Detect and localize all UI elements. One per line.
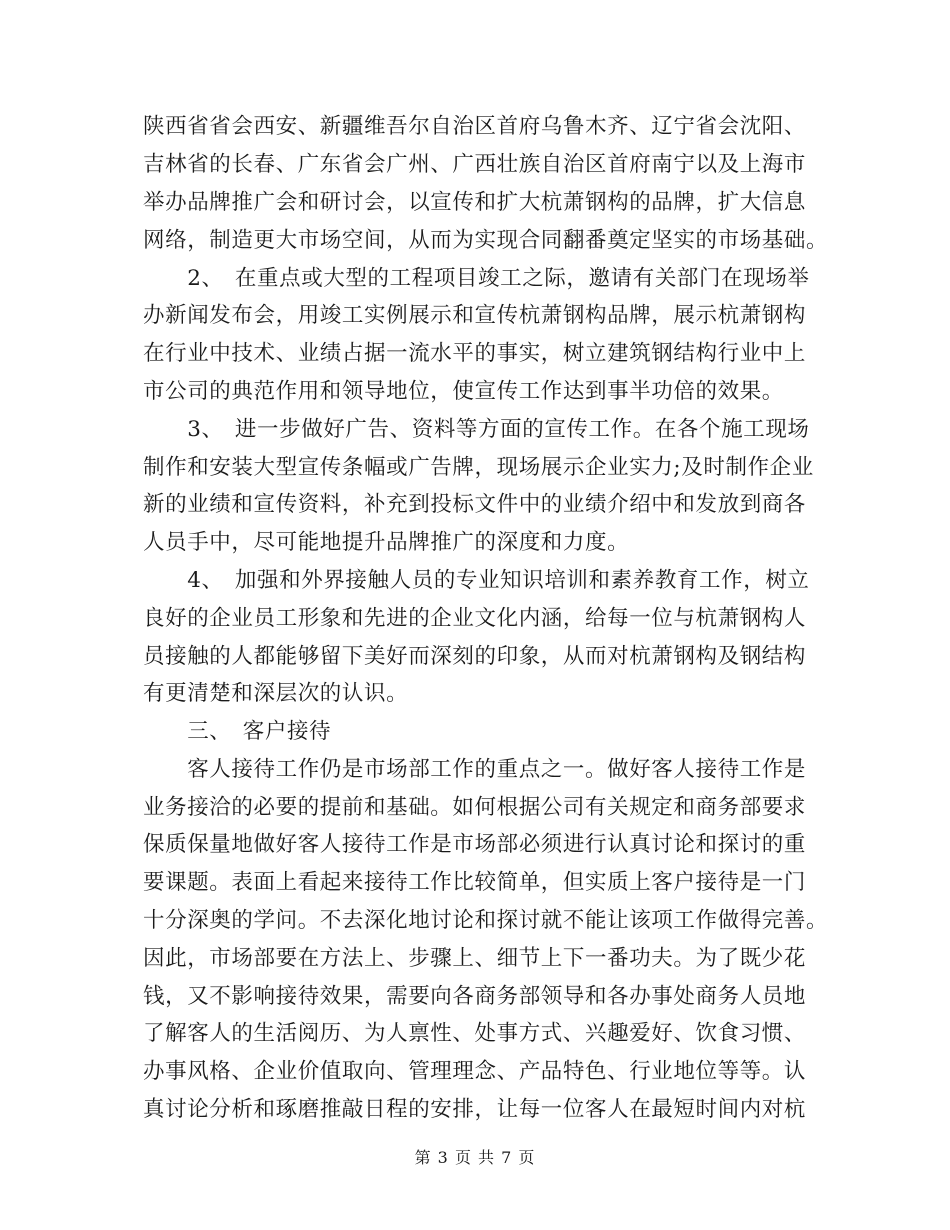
text-line: 保质保量地做好客人接待工作是市场部必须进行认真讨论和探讨的重	[143, 832, 807, 857]
text-line: 陕西省省会西安、新疆维吾尔自治区首府乌鲁木齐、辽宁省会沈阳、	[143, 114, 807, 139]
section-heading: 三、 客户接待	[143, 719, 332, 744]
text-line: 举办品牌推广会和研讨会，以宣传和扩大杭萧钢构的品牌，扩大信息	[143, 190, 807, 215]
text-line: 网络，制造更大市场空间，从而为实现合同翻番奠定坚实的市场基础。	[143, 228, 829, 253]
text-line: 在行业中技术、业绩占据一流水平的事实，树立建筑钢结构行业中上	[143, 341, 807, 366]
text-line: 钱，又不影响接待效果，需要向各商务部领导和各办事处商务人员地	[143, 984, 807, 1009]
text-line: 因此，市场部要在方法上、步骤上、细节上下一番功夫。为了既少花	[143, 946, 807, 971]
text-line: 市公司的典范作用和领导地位，使宣传工作达到事半功倍的效果。	[143, 379, 784, 404]
text-line: 制作和安装大型宣传条幅或广告牌，现场展示企业实力;及时制作企业	[143, 455, 814, 480]
text-line: 了解客人的生活阅历、为人禀性、处事方式、兴趣爱好、饮食习惯、	[143, 1021, 807, 1046]
text-line: 办新闻发布会，用竣工实例展示和宣传杭萧钢构品牌，展示杭萧钢构	[143, 303, 807, 328]
text-line: 2、 在重点或大型的工程项目竣工之际，邀请有关部门在现场举	[143, 266, 810, 291]
text-line: 4、 加强和外界接触人员的专业知识培训和素养教育工作，树立	[143, 568, 810, 593]
text-line: 要课题。表面上看起来接待工作比较简单，但实质上客户接待是一门	[143, 870, 807, 895]
text-line: 有更清楚和深层次的认识。	[143, 681, 409, 706]
text-line: 良好的企业员工形象和先进的企业文化内涵，给每一位与杭萧钢构人	[143, 606, 807, 631]
page-number-footer: 第 3 页 共 7 页	[414, 1148, 536, 1167]
text-line: 业务接洽的必要的提前和基础。如何根据公司有关规定和商务部要求	[143, 795, 807, 820]
text-line: 新的业绩和宣传资料，补充到投标文件中的业绩介绍中和发放到商各	[143, 492, 807, 517]
text-line: 员接触的人都能够留下美好而深刻的印象，从而对杭萧钢构及钢结构	[143, 644, 807, 669]
text-line: 人员手中，尽可能地提升品牌推广的深度和力度。	[143, 530, 630, 555]
text-line: 真讨论分析和琢磨推敲日程的安排，让每一位客人在最短时间内对杭	[143, 1097, 807, 1122]
text-line: 十分深奥的学问。不去深化地讨论和探讨就不能让该项工作做得完善。	[143, 908, 829, 933]
text-line: 3、 进一步做好广告、资料等方面的宣传工作。在各个施工现场	[143, 417, 810, 442]
text-line: 吉林省的长春、广东省会广州、广西壮族自治区首府南宁以及上海市	[143, 152, 807, 177]
text-line: 办事风格、企业价值取向、管理理念、产品特色、行业地位等等。认	[143, 1059, 807, 1084]
text-line: 客人接待工作仍是市场部工作的重点之一。做好客人接待工作是	[143, 757, 807, 782]
